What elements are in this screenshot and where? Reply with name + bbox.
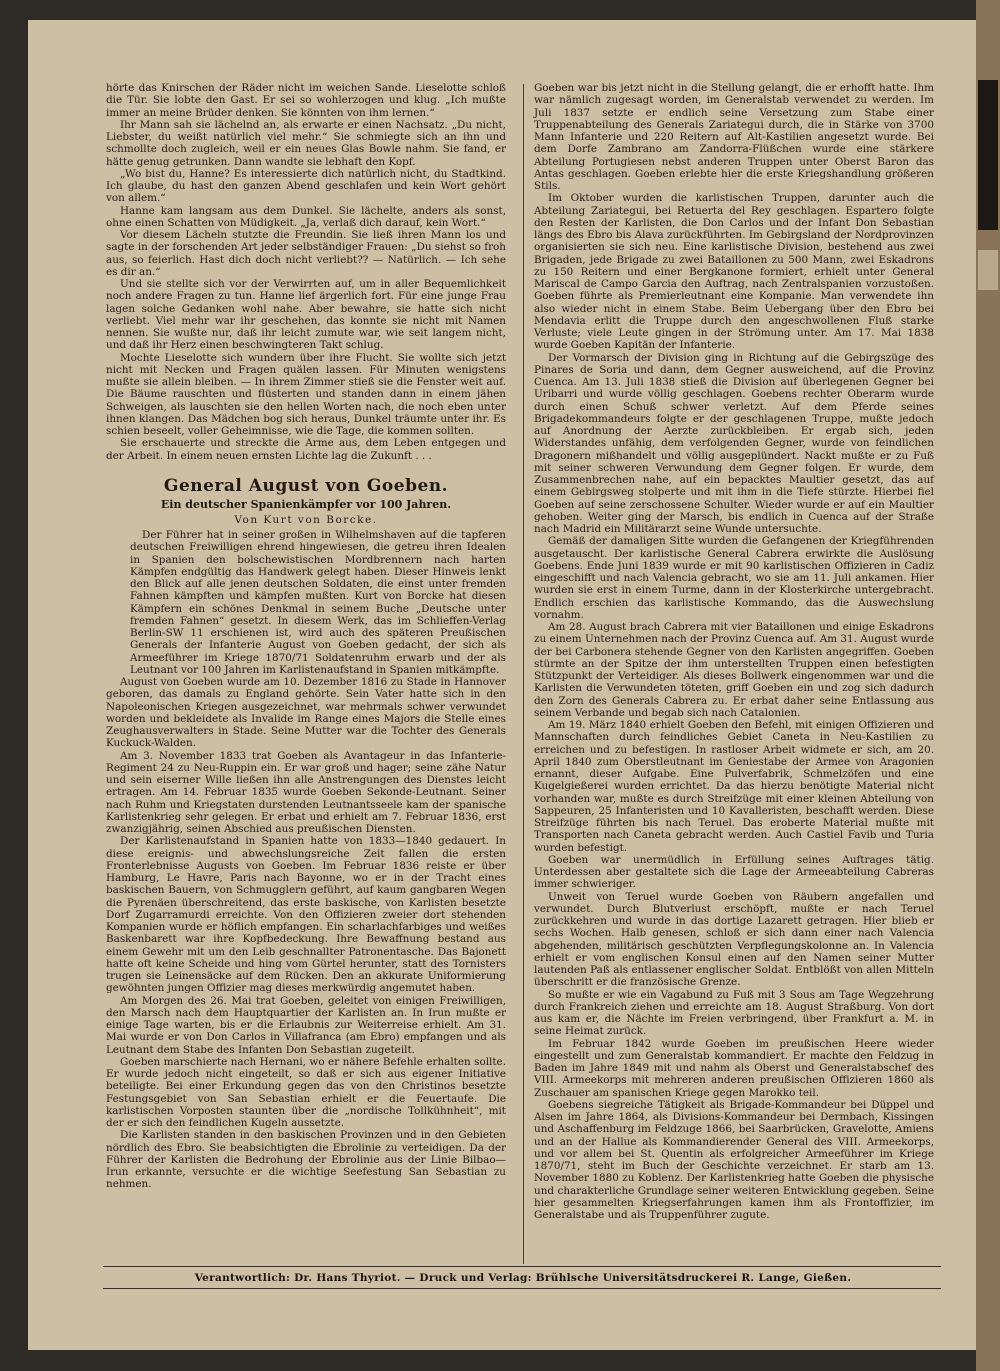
article-paragraph: Goeben marschierte nach Hernani, wo er nähere Befehle erhalten sollte. Er wurde jedoch nicht eingeteilt, so daß er sich aus eigener Initiative beteiligte. Bei einer Erkundung gegen das von den Christinos besetzte Festungsgebiet von San Sebastian erhielt er die Feuertaufe. Die karlistischen Vorposten staunten über die „nordische Tollkühnheit“, mit der er sich den feindlichen Kugeln aussetzte. xyxy=(106,1055,506,1129)
story-paragraph: Sie erschauerte und streckte die Arme aus, dem Leben entgegen und der Arbeit. In einem neuen ernsten Lichte lag die Zukunft . . . xyxy=(106,437,506,462)
next-page-column-fragment xyxy=(978,250,998,290)
newspaper-page xyxy=(28,20,976,1350)
story-paragraph: Hanne kam langsam aus dem Dunkel. Sie lächelte, anders als sonst, ohne einen Schatten von Müdigkeit. „Ja, verlaß dich darauf, kein Wort.“ xyxy=(106,204,506,229)
article-paragraph: So mußte er wie ein Vagabund zu Fuß mit 3 Sous am Tage Wegzehrung durch Frankreich ziehen und erreichte am 18. August Straßburg. Von dort aus kam er, die Nächte im Freien verbringend, über Frankfurt a. M. in seine Heimat zurück. xyxy=(534,988,934,1038)
story-paragraph: Mochte Lieselotte sich wundern über ihre Flucht. Sie wollte sich jetzt nicht mit Necken und Fragen quälen lassen. Für Minuten wenigstens mußte sie allein bleiben. — In ihrem Zimmer stieß sie die Fenster weit auf. Die Bäume rauschten und flüsterten und standen dann in einem jähen Schweigen, als lauschten sie den hellen Worten nach, die noch eben unter ihnen klangen. Das Mädchen bog sich heraus, Dunkel träumte unter ihr. Es schien beseelt, voller Geheimnisse, wie die Tage, die kommen sollten. xyxy=(106,351,506,437)
article-paragraph: Goeben war bis jetzt nicht in die Stellung gelangt, die er erhofft hatte. Ihm war nämlich zugesagt worden, im Generalstab verwendet zu werden. Im Juli 1837 setzte er endlich seine Versetzung zum Stabe einer Truppenabteilung des Generals Zariategui durch, die in Stärke von 3700 Mann Infanterie und 220 Reitern auf Alt-Kastilien angesetzt wurde. Bei dem Dorfe Zambrano am Zandorra-Flüßchen wurde eine stärkere Abteilung Portugiesen nebst anderen Truppen unter Oberst Baron das Antas geschlagen. Goeben erlebte hier die erste Kriegshandlung größeren Stils. xyxy=(534,82,934,192)
right-column xyxy=(534,82,934,1221)
story-paragraph: Und sie stellte sich vor der Verwirrten auf, um in aller Bequemlichkeit noch andere Fragen zu tun. Hanne lief ärgerlich fort. Für eine junge Frau lagen solche Gedanken wohl nahe. Aber bewahre, sie hatte sich nicht verliebt. Viel mehr war ihr geschehen, das konnte sie nicht mit Namen nennen. Sie wußte nur, daß ihr leicht zumute war, wie seit langem nicht, und daß ihr Herz einen beschwingteren Takt schlug. xyxy=(106,278,506,352)
article-intro-text: Der Führer hat in seiner großen in Wilhelmshaven auf die tapferen deutschen Freiwilligen ehrend hingewiesen, die getreu ihren Idealen in Spanien den bolschewistischen Mordbrennern nach harten Kämpfen endgültig das Handwerk gelegt haben. Dieser Hinweis lenkt den Blick auf alle jenen deutschen Soldaten, die einst unter fremden Fahnen kämpften und kämpfen mußten. Kurt von Borcke hat diesen Kämpfern ein schönes Denkmal in seinem Buche „Deutsche unter fremden Fahnen“ gesetzt. In diesem Werk, das im Schlieffen-Verlag Berlin-SW 11 erschienen ist, wird auch des späteren Preußischen Generals der Infanterie August von Goeben gedacht, der sich als Armeeführer im Kriege 1870/71 Soldatenruhm erwarb und der als Leutnant vor 100 Jahren im Karlistenaufstand in Spanien mitkämpfte. xyxy=(130,529,506,676)
article-paragraph: Am 3. November 1833 trat Goeben als Avantageur in das Infanterie-Regiment 24 zu Neu-Ruppin ein. Er war groß und hager; seine zähe Natur und sein eiserner Wille ließen ihn alle Anstrengungen des Dienstes leicht ertragen. Am 14. Februar 1835 wurde Goeben Sekonde-Leutnant. Seiner nach Ruhm und Kriegstaten durstenden Leutnantsseele kam der spanische Karlistenkrieg sehr gelegen. Er erbat und erhielt am 7. Februar 1836, erst zwanzigjährig, seinen Abschied aus preußischen Diensten. xyxy=(106,749,506,835)
next-page-masthead-fragment xyxy=(978,80,998,230)
footer-rule-top xyxy=(103,1266,941,1267)
story-paragraph: „Wo bist du, Hanne? Es interessierte dich natürlich nicht, du Stadtkind. Ich glaube, du hast den ganzen Abend geschlafen und kein Wort gehört von allem.“ xyxy=(106,167,506,205)
article-paragraph: Die Karlisten standen in den baskischen Provinzen und in den Gebieten nördlich des Ebro. Sie beabsichtigten die Ebrolinie zu verteidigen. Da der Führer der Karlisten die Bedrohung der Ebrolinie aus der Linie Bilbao—Irun erkannte, versuchte er die wichtige Seefestung San Sebastian zu nehmen. xyxy=(106,1129,506,1191)
article-paragraph: Am 28. August brach Cabrera mit vier Bataillonen und einige Eskadrons zu einem Unternehmen nach der Provinz Cuenca auf. Am 31. August wurde der bei Carbonera stehende Gegner von den Karlisten angegriffen. Goeben stürmte an der Spitze der ihm unterstellten Truppen einen befestigten Stützpunkt der Verteidiger. Als dieses Bollwerk eingenommen war und die Karlisten die Verwundeten töteten, griff Goeben ein und zog sich dadurch den Zorn des Generals Cabrera zu. Er erbat daher seine Entlassung aus seinem Verbande und begab sich nach Catalonien. xyxy=(534,621,934,719)
imprint-line: Verantwortlich: Dr. Hans Thyriot. — Druck und Verlag: Brühlsche Universitätsdruckerei R. Lange, Gießen. xyxy=(194,1272,852,1284)
story-paragraph: Ihr Mann sah sie lächelnd an, als erwarte er einen Nachsatz. „Du nicht, Liebster, du weißt natürlich viel mehr.“ Sie schmiegte sich an ihn und schmollte doch zugleich, weil er ein neues Glas Bowle nahm. Sie fand, er hätte genug getrunken. Dann wandte sie lebhaft den Kopf. xyxy=(106,118,506,168)
article-title: General August von Goeben. xyxy=(163,475,449,496)
article-paragraph: Goeben war unermüdlich in Erfüllung seines Auftrages tätig. Unterdessen aber gestaltete sich die Lage der Armeeabteilung Cabreras immer schwieriger. xyxy=(534,853,934,891)
story-paragraph: hörte das Knirschen der Räder nicht im weichen Sande. Lieselotte schloß die Tür. Sie lobte den Gast. Er sei so wohlerzogen und klug. „Ich mußte immer an meine Brüder denken. Sie könnten von ihm lernen.“ xyxy=(106,82,506,119)
column-divider xyxy=(523,84,524,1264)
article-paragraph: Der Vormarsch der Division ging in Richtung auf die Gebirgszüge des Pinares de Soria und dann, dem Gegner ausweichend, auf die Provinz Cuenca. Am 13. Juli 1838 stieß die Division auf überlegenen Gegner bei Uribarri und wurde völlig geschlagen. Goebens rechter Oberarm wurde durch einen Schuß schwer verletzt. Auf dem Pferde seines Brigadekommandeurs folgte er der geschlagenen Truppe, mußte jedoch auf Anordnung der Aerzte zurückbleiben. Er ergab sich, jeden Widerstandes unfähig, dem verfolgenden Gegner, wurde von feindlichen Dragonern mißhandelt und völlig ausgeplündert. Nackt mußte er zu Fuß mit seiner schweren Verwundung dem Gegner folgen. Er wurde, dem Zusammenbrechen nahe, auf ein bepacktes Maultier gesetzt, das auf einem Gebirgsweg stolperte und mit ihm in die Tiefe stürzte. Hierbei fiel Goeben auf seine zerschossene Schulter. Wieder wurde er auf ein Maultier gehoben. Weiter ging der Marsch, bis endlich in Cuenca auf der Straße nach Madrid ein Militärarzt seine Wunde untersuchte. xyxy=(534,351,934,535)
article-intro xyxy=(106,529,506,676)
article-subtitle: Ein deutscher Spanienkämpfer vor 100 Jahren. xyxy=(160,497,452,511)
article-paragraph: Goebens siegreiche Tätigkeit als Brigade-Kommandeur bei Düppel und Alsen im Jahre 1864, als Divisions-Kommandeur bei Dermbach, Kissingen und Aschaffenburg im Feldzuge 1866, bei Saarbrücken, Gravelotte, Amiens und an der Hallue als Kommandierender General des VIII. Armeekorps, und vor allem bei St. Quentin als erfolgreicher Armeeführer im Kriege 1870/71, steht im Buch der Geschichte verzeichnet. Er starb am 13. November 1880 zu Koblenz. Der Karlistenkrieg hatte Goeben die physische und charakterliche Grundlage seiner weiteren Entwicklung gegeben. Seine hier gesammelten Kriegserfahrungen kamen ihm als Frontoffizier, im Generalstabe und als Truppenführer zugute. xyxy=(534,1098,934,1221)
article-paragraph: Im Februar 1842 wurde Goeben im preußischen Heere wieder eingestellt und zum Generalstab kommandiert. Er machte den Feldzug in Baden im Jahre 1849 mit und nahm als Oberst und Generalstabschef des VIII. Armeekorps mit mehreren anderen preußischen Offizieren 1860 als Zuschauer am spanischen Kriege gegen Marokko teil. xyxy=(534,1037,934,1099)
story-paragraph: Vor diesem Lächeln stutzte die Freundin. Sie ließ ihren Mann los und sagte in der forschenden Art jeder selbständiger Frauen: „Du siehst so froh aus, so feierlich. Hast dich doch nicht verliebt?? — Natürlich. — Ich sehe es dir an.“ xyxy=(106,229,506,278)
left-column xyxy=(106,82,506,1191)
article-byline: Von Kurt von Borcke. xyxy=(234,513,378,526)
article-paragraph: Am 19. März 1840 erhielt Goeben den Befehl, mit einigen Offizieren und Mannschaften durch feindliches Gebiet Caneta in Neu-Kastilien zu erreichen und zu befestigen. In rastloser Arbeit widmete er sich, am 20. April 1840 zum Oberstleutnant im Geniestabe der Armee von Aragonien ernannt, dieser Aufgabe. Eine Pulverfabrik, Schmelzöfen und eine Kugelgießerei wurden errichtet. Da das hierzu benötigte Material nicht vorhanden war, mußte es durch Streifzüge mit einer kleinen Abteilung von Sappeuren, 25 Infanteristen und 10 Kavalleristen, beschafft werden. Diese Streifzüge führten bis nach Teruel. Das eroberte Material mußte mit Transporten nach Caneta gebracht werden. Auch Castiel Favib und Turia wurden befestigt. xyxy=(534,719,934,854)
article-paragraph: Unweit von Teruel wurde Goeben von Räubern angefallen und verwundet. Durch Blutverlust erschöpft, mußte er nach Teruel zurückkehren und wurde in das dortige Lazarett getragen. Hier blieb er sechs Wochen. Halb genesen, schloß er sich dann einer nach Valencia abgehenden, militärisch geschützten Verpflegungskolonne an. In Valencia erhielt er vom englischen Konsul einen auf den Namen seiner Mutter lautenden Paß als entlassener englischer Soldat. Entblößt von allen Mitteln überschritt er die französische Grenze. xyxy=(534,890,934,989)
article-paragraph: Im Oktober wurden die karlistischen Truppen, darunter auch die Abteilung Zariategui, bei Retuerta del Rey geschlagen. Espartero folgte den Resten der Karlisten, die Don Carlos und der Infant Don Sebastian längs des Ebro bis Alava zurückführten. Im Gebirgsland der Nordprovinzen organisierten sie sich neu. Eine karlistische Division, bestehend aus zwei Brigaden, jede Brigade zu zwei Bataillonen zu 500 Mann, zwei Eskadrons zu 150 Reitern und einer Bergkanone formiert, erhielt unter General Mariscal de Campo Garcia den Auftrag, nach Zentralspanien vorzustoßen. Goeben führte als Premierleutnant eine Kompanie. Man verwendete ihn also wieder nicht in einem Stabe. Beim Uebergang über den Ebro bei Mendavia erlitt die Truppe durch den angeschwollenen Fluß starke Verluste; viele Leute gingen in der Strömung unter. Am 17. Mai 1838 wurde Goeben Kapitän der Infanterie. xyxy=(534,192,934,352)
article-paragraph: Der Karlistenaufstand in Spanien hatte von 1833—1840 gedauert. In diese ereignis- und abwechslungsreiche Zeit fallen die ersten Fronterlebnisse Augusts von Goeben. Im Februar 1836 reiste er über Hamburg, Le Havre, Paris nach Bayonne, wo er in der Tracht eines baskischen Bauern, von Schmugglern geführt, auf kaum gangbaren Wegen die Pyrenäen überschreitend, das erste baskische, von Karlisten besetzte Dorf Zugarramurdi erreichte. Von den Offizieren zweier dort stehenden Kompanien wurde er höflich empfangen. Ein scharlachfarbiges und weißes Baskenbarett war ihre Kopfbedeckung. Ihre Bewaffnung bestand aus einem Gewehr mit um den Leib geschnallter Patronentasche. Das Bajonett hatte oft keine Scheide und hing vom Gürtel herunter, statt des Tornisters trugen sie Leinensäcke auf dem Rücken. Den an akkurate Uniformierung gewöhnten jungen Offizier mag dieses merkwürdig angemutet haben. xyxy=(106,835,506,995)
article-paragraph: Gemäß der damaligen Sitte wurden die Gefangenen der Kriegführenden ausgetauscht. Der karlistische General Cabrera erwirkte die Auslösung Goebens. Ende Juni 1839 wurde er mit 90 karlistischen Offizieren in Cadiz eingeschifft und nach Valencia gebracht, wo sie am 11. Juli ankamen. Hier wurden sie erst in einem Turme, dann in der Klosterkirche untergebracht. Endlich erschien das karlistische Kommando, das die Auswechslung vornahm. xyxy=(534,535,934,621)
footer-rule-bottom xyxy=(103,1288,941,1289)
article-paragraph: August von Goeben wurde am 10. Dezember 1816 zu Stade in Hannover geboren, das damals zu England gehörte. Sein Vater hatte sich in den Napoleonischen Kriegen ausgezeichnet, war mehrmals schwer verwundet worden und bekleidete als Invalide im Range eines Majors die Stelle eines Zeughausverwalters in Stade. Seine Mutter war die Tochter des Generals Kuckuck-Walden. xyxy=(106,676,506,750)
article-paragraph: Am Morgen des 26. Mai trat Goeben, geleitet von einigen Freiwilligen, den Marsch nach dem Hauptquartier der Karlisten an. In Irun mußte er einige Tage warten, bis er die Erlaubnis zur Weiterreise erhielt. Am 31. Mai wurde er von Don Carlos in Villafranca (am Ebro) empfangen und als Leutnant dem Stabe des Infanten Don Sebastian zugeteilt. xyxy=(106,994,506,1056)
